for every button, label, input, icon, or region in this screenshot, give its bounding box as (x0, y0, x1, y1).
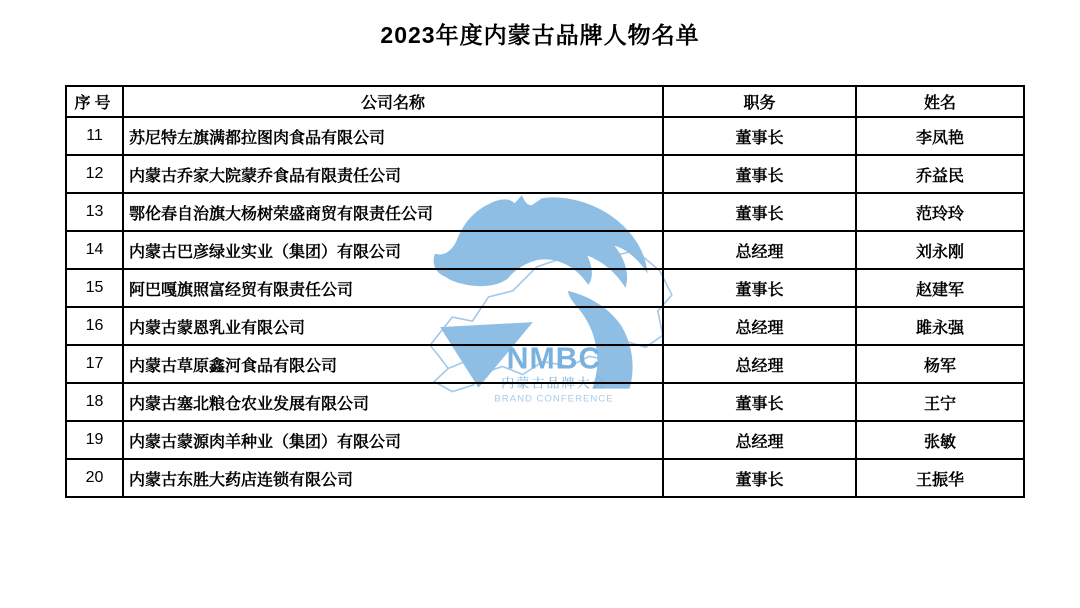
company-cell: 苏尼特左旗满都拉图肉食品有限公司 (123, 117, 663, 155)
position-cell: 董事长 (663, 193, 856, 231)
header-no: 序号 (66, 86, 123, 117)
company-cell: 鄂伦春自治旗大杨树荣盛商贸有限责任公司 (123, 193, 663, 231)
company-cell: 内蒙古塞北粮仓农业发展有限公司 (123, 383, 663, 421)
table-row (66, 231, 1024, 269)
watermark-name-cn: 内蒙古品牌大会 (501, 375, 607, 391)
name-cell: 王振华 (856, 459, 1024, 497)
name-cell: 赵建军 (856, 269, 1024, 307)
brand-person-roster-table (65, 85, 1025, 498)
no-cell: 17 (66, 345, 123, 383)
no-cell: 14 (66, 231, 123, 269)
table-row (66, 345, 1024, 383)
no-cell: 19 (66, 421, 123, 459)
name-cell: 李凤艳 (856, 117, 1024, 155)
no-cell: 13 (66, 193, 123, 231)
name-cell: 雎永强 (856, 307, 1024, 345)
company-cell: 阿巴嘎旗照富经贸有限责任公司 (123, 269, 663, 307)
name-cell: 杨军 (856, 345, 1024, 383)
header-company: 公司名称 (123, 86, 663, 117)
table-header-row (66, 86, 1024, 117)
watermark-acronym: NMBC (506, 342, 602, 376)
no-cell: 18 (66, 383, 123, 421)
table-row (66, 459, 1024, 497)
no-cell: 20 (66, 459, 123, 497)
company-cell: 内蒙古乔家大院蒙乔食品有限责任公司 (123, 155, 663, 193)
page-title: 2023年度内蒙古品牌人物名单 (380, 22, 700, 48)
no-cell: 16 (66, 307, 123, 345)
table-row (66, 269, 1024, 307)
position-cell: 董事长 (663, 155, 856, 193)
header-name: 姓名 (856, 86, 1024, 117)
position-cell: 董事长 (663, 269, 856, 307)
position-cell: 总经理 (663, 231, 856, 269)
no-cell: 12 (66, 155, 123, 193)
table-row (66, 307, 1024, 345)
header-position: 职务 (663, 86, 856, 117)
company-cell: 内蒙古巴彦绿业实业（集团）有限公司 (123, 231, 663, 269)
position-cell: 董事长 (663, 383, 856, 421)
table-row (66, 421, 1024, 459)
company-cell: 内蒙古东胜大药店连锁有限公司 (123, 459, 663, 497)
table-row (66, 383, 1024, 421)
name-cell: 刘永刚 (856, 231, 1024, 269)
name-cell: 乔益民 (856, 155, 1024, 193)
position-cell: 总经理 (663, 345, 856, 383)
watermark-name-en: BRAND CONFERENCE (494, 393, 614, 405)
company-cell: 内蒙古蒙恩乳业有限公司 (123, 307, 663, 345)
position-cell: 总经理 (663, 307, 856, 345)
position-cell: 总经理 (663, 421, 856, 459)
position-cell: 董事长 (663, 117, 856, 155)
name-cell: 王宁 (856, 383, 1024, 421)
table-row (66, 193, 1024, 231)
name-cell: 张敏 (856, 421, 1024, 459)
table-row (66, 117, 1024, 155)
name-cell: 范玲玲 (856, 193, 1024, 231)
no-cell: 15 (66, 269, 123, 307)
table-body (66, 117, 1024, 497)
no-cell: 11 (66, 117, 123, 155)
company-cell: 内蒙古蒙源肉羊种业（集团）有限公司 (123, 421, 663, 459)
company-cell: 内蒙古草原鑫河食品有限公司 (123, 345, 663, 383)
position-cell: 董事长 (663, 459, 856, 497)
table-row (66, 155, 1024, 193)
